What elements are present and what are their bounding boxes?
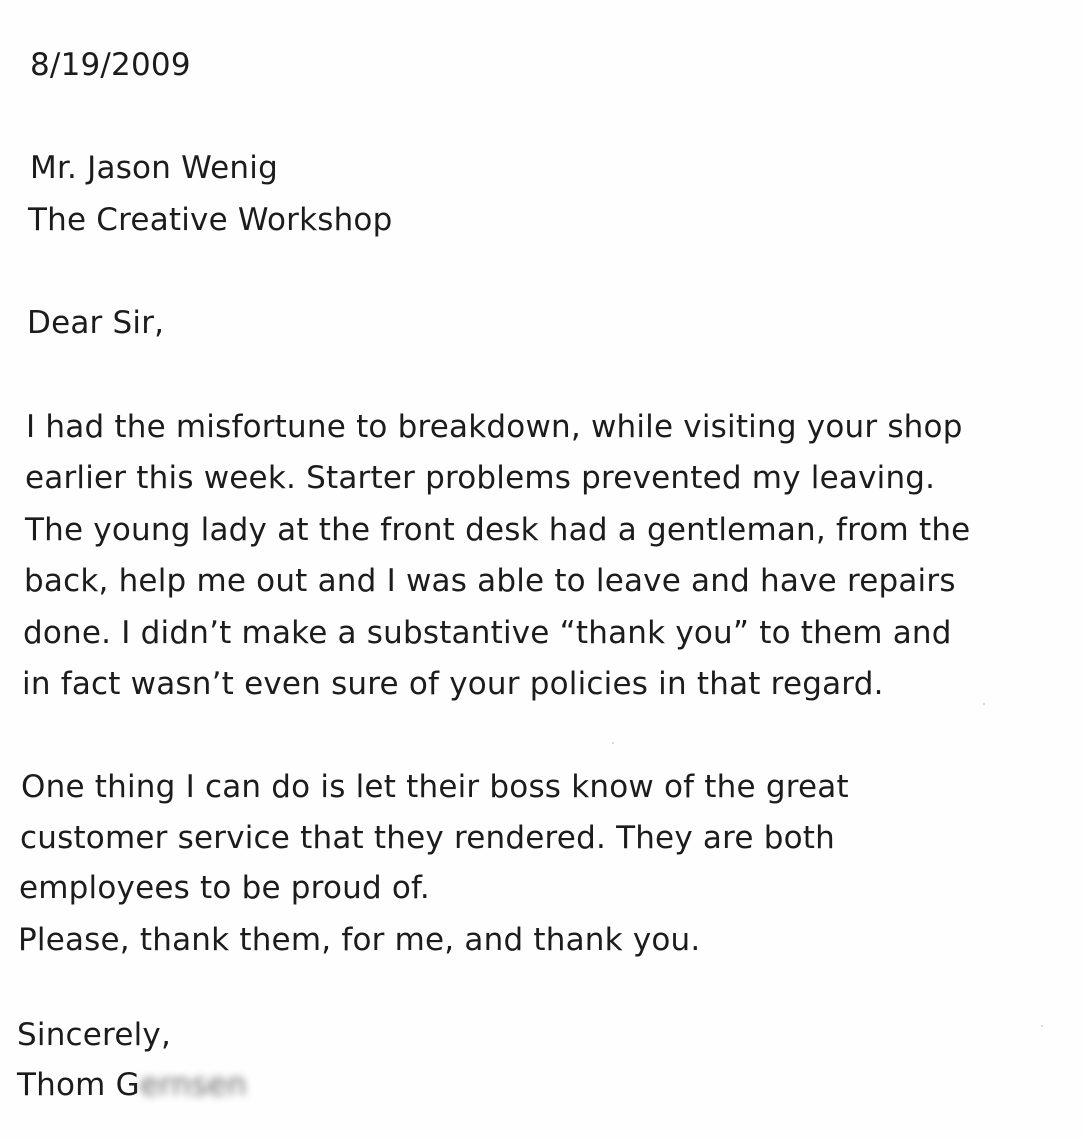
signature-surname-obscured: ernsen — [139, 1067, 247, 1103]
recipient-company: The Creative Workshop — [28, 202, 393, 238]
scan-speck — [1041, 1025, 1043, 1027]
closing: Sincerely, — [17, 1017, 172, 1053]
recipient-name: Mr. Jason Wenig — [30, 150, 278, 186]
scan-speck — [612, 742, 614, 744]
body-paragraph-2-line-1: One thing I can do is let their boss know of the great — [21, 769, 849, 805]
scan-speck — [983, 703, 985, 705]
salutation: Dear Sir, — [27, 305, 165, 341]
signature-surname — [116, 1067, 247, 1103]
body-paragraph-2-line-3: employees to be proud of. — [19, 870, 430, 906]
body-paragraph-1-line-6: in fact wasn’t even sure of your policies in that regard. — [22, 666, 884, 702]
body-paragraph-1-line-3: The young lady at the front desk had a gentleman, from the — [25, 512, 971, 548]
body-paragraph-1-line-5: done. I didn’t make a substantive “thank you” to them and — [23, 615, 952, 651]
body-paragraph-1-line-2: earlier this week. Starter problems prevented my leaving. — [25, 460, 936, 496]
signature-first-name: Thom — [17, 1067, 106, 1103]
signature-line — [17, 1067, 247, 1103]
body-paragraph-2-line-2: customer service that they rendered. They are both — [20, 820, 835, 856]
body-paragraph-1-line-1: I had the misfortune to breakdown, while visiting your shop — [26, 409, 963, 445]
letter-date: 8/19/2009 — [30, 47, 191, 83]
body-paragraph-2-line-4: Please, thank them, for me, and thank you. — [18, 922, 701, 958]
body-paragraph-1-line-4: back, help me out and I was able to leave and have repairs — [24, 563, 956, 599]
signature-surname-initial: G — [115, 1067, 140, 1103]
